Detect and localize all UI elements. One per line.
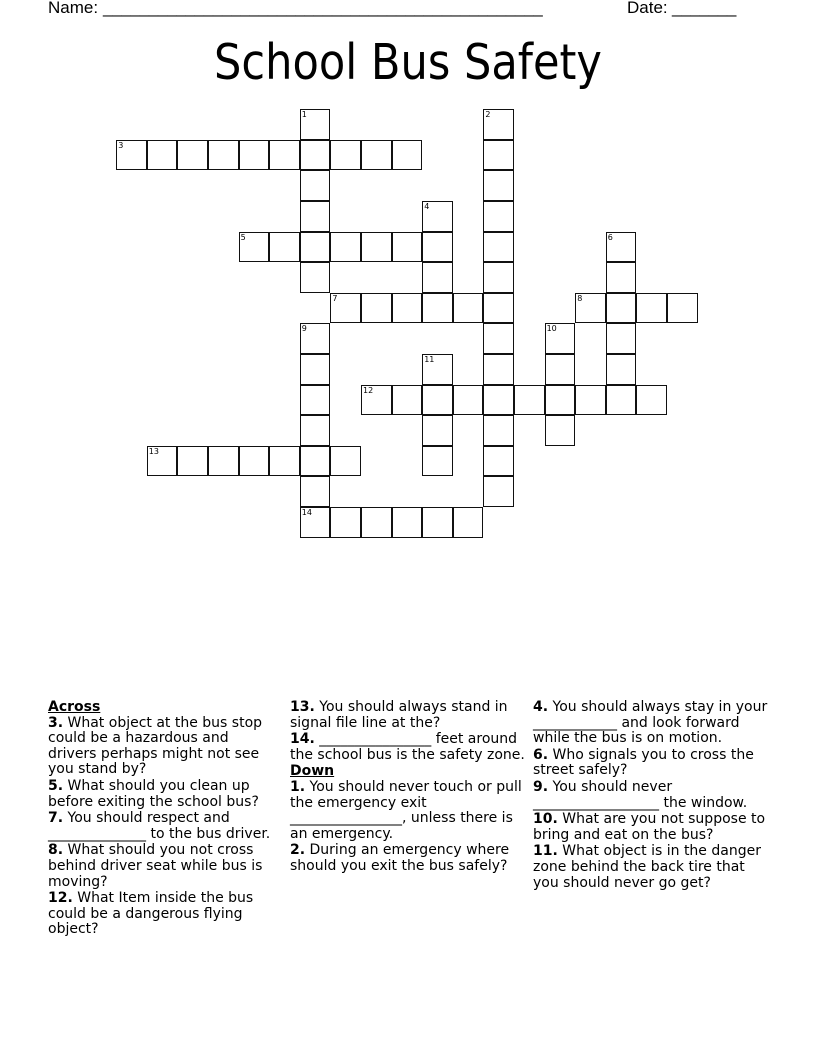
clue-number: 11.	[533, 843, 558, 860]
grid-cell[interactable]	[422, 262, 453, 293]
grid-cell[interactable]	[606, 232, 637, 263]
date-label: Date:	[627, 0, 668, 17]
clue-text: What should you clean up before exiting the school bus?	[48, 777, 259, 810]
clue-text: ________________ feet around the school bus is the safety zone.	[290, 731, 525, 763]
clue-across-7	[48, 811, 276, 842]
clue-down-1	[290, 780, 526, 842]
clue-text: What object at the bus stop could be a hazardous and drivers perhaps might not see you stand by?	[48, 714, 263, 778]
grid-cell[interactable]	[483, 476, 514, 507]
grid-cell[interactable]	[422, 201, 453, 232]
grid-cell[interactable]	[300, 507, 331, 538]
clue-number-label: 14	[301, 508, 312, 517]
clue-number: 8.	[48, 842, 64, 859]
clue-across-14	[290, 732, 526, 763]
grid-cell[interactable]	[330, 293, 361, 324]
grid-cell[interactable]	[667, 293, 698, 324]
grid-cell[interactable]	[453, 385, 484, 416]
grid-cell[interactable]	[300, 140, 331, 171]
grid-cell[interactable]	[361, 385, 392, 416]
clue-number: 4.	[533, 699, 549, 715]
grid-cell[interactable]	[422, 415, 453, 446]
grid-cell[interactable]	[330, 232, 361, 263]
clue-text: During an emergency where should you exit the bus safely?	[290, 842, 510, 874]
clue-text: You should never __________________ the window.	[533, 778, 748, 811]
grid-cell[interactable]	[392, 507, 423, 538]
clue-text: What Item inside the bus could be a dangerous flying object?	[48, 890, 254, 938]
clue-down-9	[533, 780, 769, 811]
page-title: School Bus Safety	[214, 34, 602, 91]
grid-cell[interactable]	[483, 354, 514, 385]
clue-number-label: 6	[607, 232, 613, 242]
clue-text: You should always stay in your ____________ and look forward while the bus is on motion.	[533, 699, 768, 747]
clue-number: 1.	[290, 778, 306, 795]
clue-number-label: 7	[332, 293, 338, 303]
clue-text: You should never touch or pull the emergency exit ________________, unless there is an emergency.	[290, 778, 522, 842]
clue-number-label: 3	[118, 140, 124, 150]
grid-cell[interactable]	[422, 446, 453, 477]
date-field[interactable]: _______	[672, 0, 737, 17]
grid-cell[interactable]	[361, 232, 392, 263]
grid-cell[interactable]	[330, 507, 361, 538]
grid-cell[interactable]	[483, 232, 514, 263]
clue-number-label: 13	[148, 446, 159, 456]
clue-text: Who signals you to cross the street safely?	[533, 746, 754, 779]
clue-number: 3.	[48, 714, 64, 731]
clues-column-2	[290, 700, 526, 876]
clue-number-label: 11	[424, 355, 435, 364]
clue-number: 12.	[48, 890, 73, 907]
grid-cell[interactable]	[483, 415, 514, 446]
grid-cell[interactable]	[239, 140, 270, 171]
grid-cell[interactable]	[422, 354, 453, 385]
clue-down-11	[533, 844, 769, 891]
clues-column-1	[48, 700, 276, 939]
across-heading: Across	[48, 699, 101, 715]
clue-text: You should respect and ______________ to the bus driver.	[48, 810, 271, 842]
grid-cell[interactable]	[392, 232, 423, 263]
clue-number-label: 12	[363, 385, 374, 395]
grid-cell[interactable]	[177, 446, 208, 477]
grid-cell[interactable]	[392, 293, 423, 324]
grid-cell[interactable]	[545, 415, 576, 446]
grid-cell[interactable]	[483, 140, 514, 171]
grid-cell[interactable]	[545, 385, 576, 416]
grid-cell[interactable]	[269, 446, 300, 477]
clue-number-label: 8	[577, 293, 583, 303]
grid-cell[interactable]	[208, 446, 239, 477]
grid-cell[interactable]	[361, 507, 392, 538]
grid-cell[interactable]	[392, 385, 423, 416]
grid-cell[interactable]	[545, 354, 576, 385]
clue-text: What object is in the danger zone behind the back tire that you should never go get?	[533, 843, 761, 891]
grid-cell[interactable]	[483, 262, 514, 293]
grid-cell[interactable]	[422, 507, 453, 538]
grid-cell[interactable]	[300, 232, 331, 263]
clue-down-4	[533, 700, 769, 747]
grid-cell[interactable]	[208, 140, 239, 171]
clue-number-label: 9	[301, 324, 307, 334]
clue-number: 13.	[290, 699, 315, 715]
grid-cell[interactable]	[147, 140, 178, 171]
clue-number: 5.	[48, 777, 64, 794]
clue-number: 9.	[533, 778, 549, 795]
grid-cell[interactable]	[269, 232, 300, 263]
grid-cell[interactable]	[269, 140, 300, 171]
grid-cell[interactable]	[575, 293, 606, 324]
grid-cell[interactable]	[300, 476, 331, 507]
grid-cell[interactable]	[300, 201, 331, 232]
clues-column-3	[533, 700, 769, 892]
grid-cell[interactable]	[483, 323, 514, 354]
name-label: Name:	[48, 0, 99, 17]
grid-cell[interactable]	[606, 262, 637, 293]
clue-number: 7.	[48, 810, 64, 827]
clue-number-label: 10	[546, 324, 557, 334]
grid-cell[interactable]	[361, 140, 392, 171]
grid-cell[interactable]	[575, 385, 606, 416]
grid-cell[interactable]	[514, 385, 545, 416]
grid-cell[interactable]	[330, 140, 361, 171]
grid-cell[interactable]	[330, 446, 361, 477]
grid-cell[interactable]	[177, 140, 208, 171]
grid-cell[interactable]	[606, 323, 637, 354]
grid-cell[interactable]	[147, 446, 178, 477]
clue-text: What should you not cross behind driver seat while bus is moving?	[48, 842, 263, 890]
grid-cell[interactable]	[300, 354, 331, 385]
grid-cell[interactable]	[483, 446, 514, 477]
clue-number-label: 4	[424, 202, 430, 211]
clue-across-8	[48, 843, 276, 890]
clue-number: 6.	[533, 746, 549, 763]
grid-cell[interactable]	[239, 232, 270, 263]
grid-cell[interactable]	[483, 109, 514, 140]
grid-cell[interactable]	[636, 385, 667, 416]
grid-cell[interactable]	[453, 507, 484, 538]
clue-number-label: 2	[485, 110, 491, 120]
grid-cell[interactable]	[636, 293, 667, 324]
down-heading: Down	[290, 763, 335, 780]
grid-cell[interactable]	[483, 201, 514, 232]
grid-cell[interactable]	[483, 293, 514, 324]
grid-cell[interactable]	[239, 446, 270, 477]
clue-across-12	[48, 891, 276, 938]
clue-down-10	[533, 812, 769, 843]
name-field[interactable]: ________________________________________________	[103, 0, 543, 17]
grid-cell[interactable]	[300, 385, 331, 416]
grid-cell[interactable]	[422, 232, 453, 263]
clue-across-13	[290, 700, 526, 731]
grid-cell[interactable]	[300, 446, 331, 477]
grid-cell[interactable]	[606, 385, 637, 416]
grid-cell[interactable]	[361, 293, 392, 324]
clue-number-label: 1	[301, 110, 307, 120]
grid-cell[interactable]	[483, 385, 514, 416]
grid-cell[interactable]	[300, 170, 331, 201]
clue-text: What are you not suppose to bring and eat on the bus?	[533, 811, 766, 843]
grid-cell[interactable]	[300, 415, 331, 446]
clue-number-label: 5	[240, 232, 246, 242]
grid-cell[interactable]	[453, 293, 484, 324]
grid-cell[interactable]	[392, 140, 423, 171]
grid-cell[interactable]	[300, 323, 331, 354]
clue-across-5	[48, 779, 276, 810]
clue-down-2	[290, 843, 526, 874]
clue-down-6	[533, 748, 769, 779]
grid-cell[interactable]	[545, 323, 576, 354]
grid-cell[interactable]	[422, 385, 453, 416]
grid-cell[interactable]	[300, 109, 331, 140]
clue-number: 14.	[290, 731, 315, 748]
grid-cell[interactable]	[483, 170, 514, 201]
clue-text: You should always stand in signal file line at the?	[290, 699, 508, 731]
clue-number: 2.	[290, 842, 306, 859]
grid-cell[interactable]	[300, 262, 331, 293]
grid-cell[interactable]	[606, 354, 637, 385]
grid-cell[interactable]	[606, 293, 637, 324]
clue-number: 10.	[533, 811, 558, 828]
clue-across-3	[48, 716, 276, 778]
grid-cell[interactable]	[422, 293, 453, 324]
grid-cell[interactable]	[116, 140, 147, 171]
